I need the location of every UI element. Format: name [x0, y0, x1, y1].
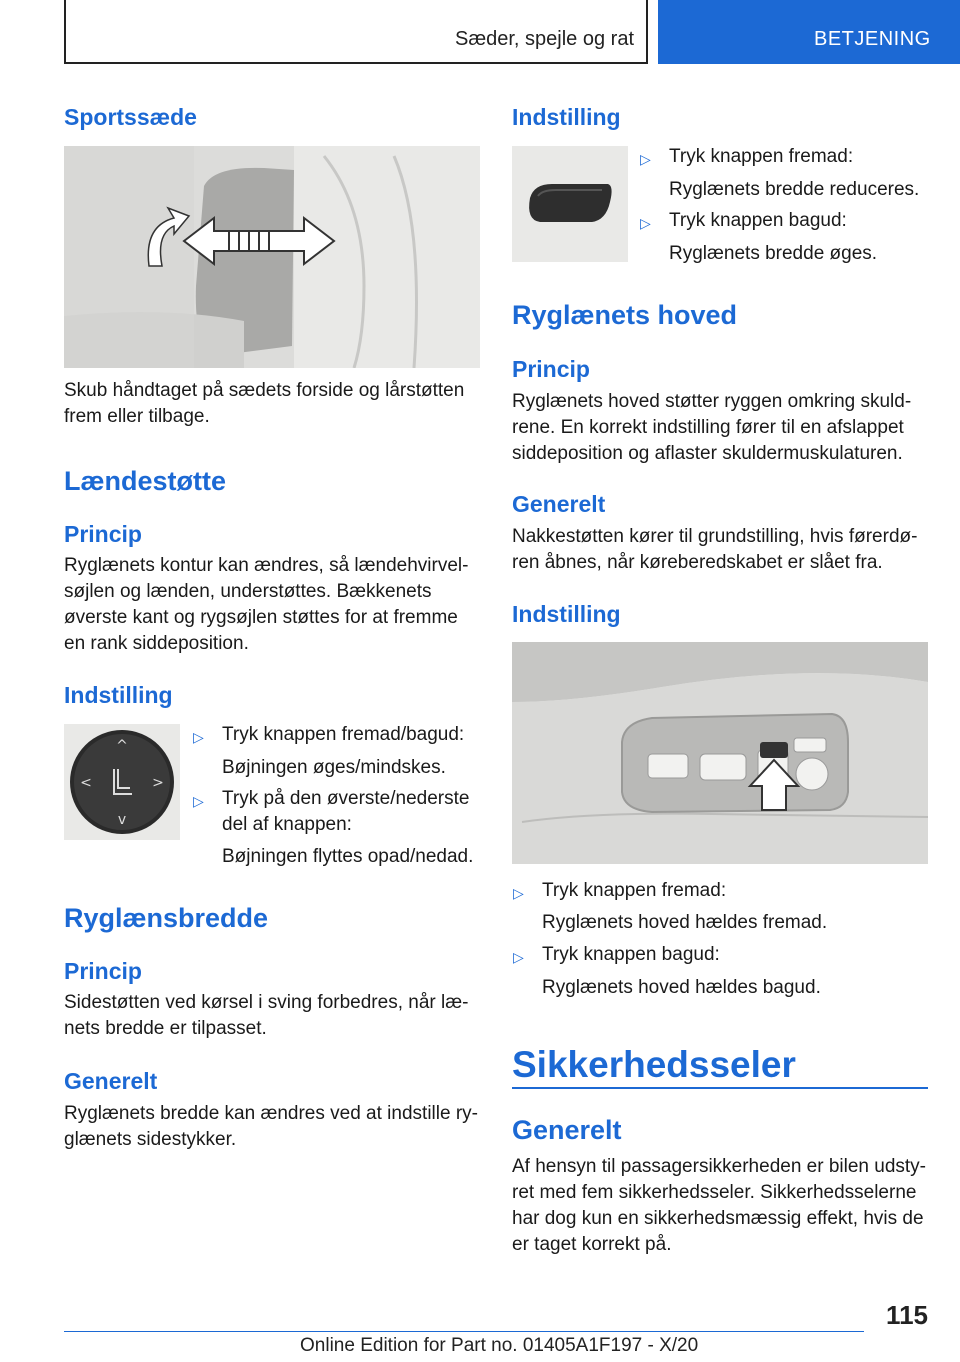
lumbar-knob-image: [64, 724, 180, 840]
bullet-marker-icon: ▷: [193, 793, 204, 809]
footer-edition: Online Edition for Part no. 01405A1F197 - X/20: [300, 1335, 699, 1356]
svg-text:>: >: [152, 775, 164, 791]
belts-title-underline: [512, 1087, 928, 1089]
sportsseat-text: Skub håndtaget på sædets forside og lårstøtten frem eller tilbage.: [64, 380, 465, 427]
bullet-marker-icon: ▷: [640, 215, 651, 231]
head-bullet-2: Tryk knappen bagud:: [542, 944, 720, 965]
seat-controls-image: [512, 642, 928, 864]
seat-illustration: [64, 146, 480, 368]
lumbar-knob-illustration: [64, 724, 180, 840]
svg-text:^: ^: [116, 738, 128, 754]
header-section-box: [64, 0, 648, 64]
lumbar-bullet-2: Tryk på den øverste/nederste del af knappen:: [222, 788, 470, 835]
page-number: 115: [886, 1300, 928, 1330]
seat-controls-illustration: [512, 642, 928, 864]
width-principle-text: Sidestøtten ved kørsel i sving forbedres, når læ-nets bredde er tilpasset.: [64, 992, 469, 1039]
width-bullet-1: Tryk knappen fremad:: [669, 146, 854, 167]
header-chapter-tab: [658, 0, 960, 64]
head-general-text: Nakkestøtten kører til grundstilling, hvis førerdø-ren åbnes, når køreberedskabet er slået fra.: [512, 526, 918, 573]
width-general-text: Ryglænets bredde kan ændres ved at indstille ry-glænets sidestykker.: [64, 1103, 478, 1150]
belts-title: Sikkerhedsseler: [512, 1044, 796, 1085]
width-bullet-2: Tryk knappen bagud:: [669, 210, 847, 231]
footer-rule: [64, 1331, 864, 1332]
head-bullet-1: Tryk knappen fremad:: [542, 880, 727, 901]
width-general-title: Generelt: [64, 1068, 158, 1094]
head-setting-title: Indstilling: [512, 601, 621, 627]
lumbar-principle-text: Ryglænets kontur kan ændres, så lændehvirvel-søjlen og lænden, understøttes. Bækkenets øverste kant og rygsøjlen støttes for at fremme en rank siddeposition.: [64, 555, 469, 654]
lumbar-bullet-1-result: Bøjningen øges/mindskes.: [222, 757, 446, 778]
svg-text:v: v: [117, 812, 127, 828]
bullet-marker-icon: ▷: [193, 729, 204, 745]
bullet-marker-icon: ▷: [640, 151, 651, 167]
lumbar-principle-title: Princip: [64, 521, 142, 547]
belts-general-title: Generelt: [512, 1115, 622, 1145]
width-button-image: [512, 146, 628, 262]
width-bullet-2-result: Ryglænets bredde øges.: [669, 243, 878, 264]
lumbar-bullet-2-result: Bøjningen flyttes opad/nedad.: [222, 846, 474, 867]
head-bullet-1-result: Ryglænets hoved hældes fremad.: [542, 912, 828, 933]
header-section-title: Sæder, spejle og rat: [455, 28, 634, 50]
head-general-title: Generelt: [512, 491, 606, 517]
width-button-illustration: [512, 146, 628, 262]
header-chapter-title: BETJENING: [814, 28, 931, 50]
belts-general-text: Af hensyn til passagersikkerheden er bilen udsty-ret med fem sikkerhedsseler. Sikkerhedsselerne har dog kun en sikkerhedsmæssig effekt, hvis de er taget korrekt på.: [512, 1156, 927, 1255]
bullet-marker-icon: ▷: [513, 885, 524, 901]
bullet-marker-icon: ▷: [513, 949, 524, 965]
svg-text:<: <: [80, 775, 92, 791]
width-title: Ryglænsbredde: [64, 903, 269, 933]
width-bullet-1-result: Ryglænets bredde reduceres.: [669, 179, 920, 200]
head-principle-text: Ryglænets hoved støtter ryggen omkring skuld-rene. En korrekt indstilling fører til en afslappet siddeposition og aflaster skuldermuskulaturen.: [512, 391, 912, 464]
head-bullet-2-result: Ryglænets hoved hældes bagud.: [542, 977, 821, 998]
sportsseat-title: Sportssæde: [64, 104, 197, 130]
width-setting-title: Indstilling: [512, 104, 621, 130]
lumbar-setting-title: Indstilling: [64, 682, 173, 708]
sportsseat-image: [64, 146, 480, 368]
width-principle-title: Princip: [64, 958, 142, 984]
head-principle-title: Princip: [512, 356, 590, 382]
head-title: Ryglænets hoved: [512, 300, 738, 330]
lumbar-bullet-1: Tryk knappen fremad/bagud:: [222, 724, 465, 745]
lumbar-title: Lændestøtte: [64, 466, 226, 496]
